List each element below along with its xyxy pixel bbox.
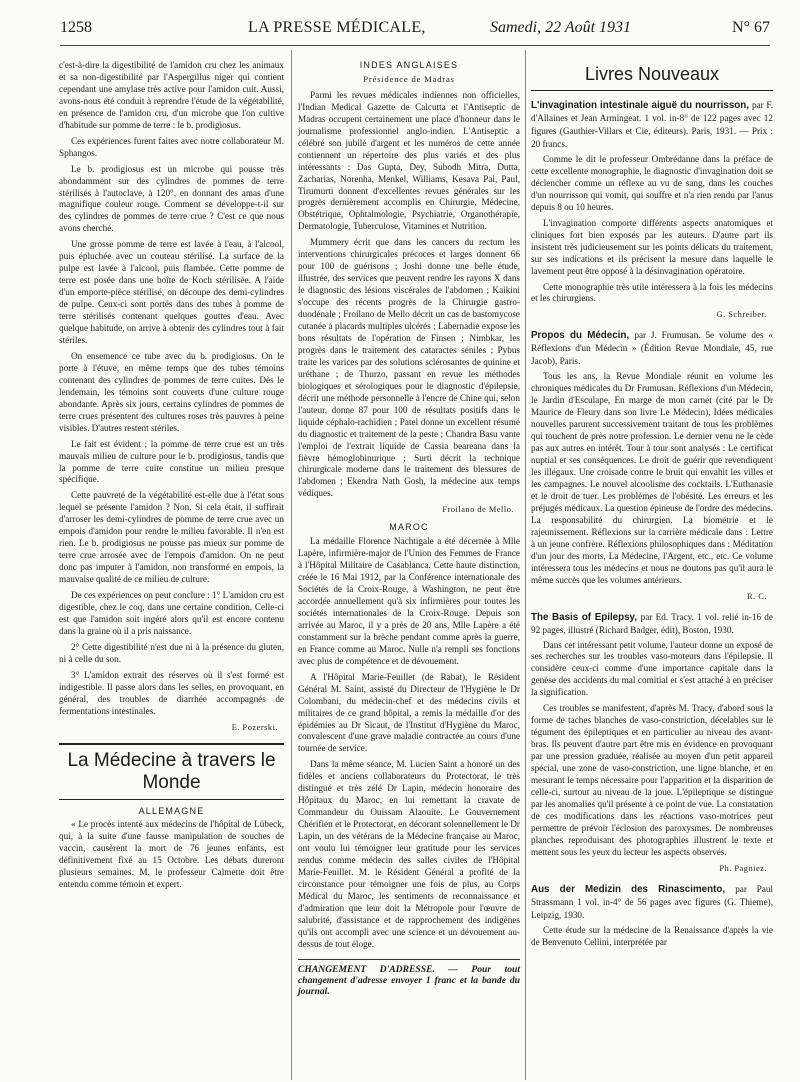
book-heading	[531, 99, 773, 151]
book-details: par F. d'Allaines et Jean Armingeat. 1 vol. in-8° de 122 pages avec 12 figures (Gauthier-Villars et Cie, éditeurs). Paris, 1931. — Prix : 20 francs.	[531, 100, 774, 149]
paragraph: Comme le dit le professeur Ombrédanne dans la préface de cette excellente monographie, le diagnostic d'invagination doit se déclencher comme un réflexe au vu de sang, dans les couches d'un nourrisson qui vomit, qui souffre et n'a rien rendu par l'anus depuis 8 ou 10 heures.	[531, 154, 773, 212]
paragraph: Ces troubles se manifestent, d'après M. Tracy, d'abord sous la forme de taches blanches de vaso-constriction, décelables sur le tégument des épileptiques et en particulier au niveau des avant-bras. Ils peuvent d'autre part être mis en évidence en provoquant par une pression graduée, réalisée au moyen d'un petit appareil spécial, une zone de vaso-constriction, une ligne blanche, et en mesurant le temps nécessaire pour l'apparition et la disparition de celle-ci, surtout au niveau de la joue. L'épileptique se distingue par les anomalies qu'il présente à ce point de vue. La constatation de ces modifications dans les réactions vaso-motrices peut permettre de prévoir l'éclosion des paroxysmes. De nombreuses planches reproduisant des photographies illustrent le texte et mettent sous les yeux du lecteur les aspects observés.	[531, 703, 773, 857]
book-title: Propos du Médecin,	[531, 330, 630, 342]
issue-date: Samedi, 22 Août 1931	[490, 19, 632, 36]
book-review	[531, 329, 773, 602]
book-review	[531, 99, 773, 321]
book-details: par Paul Strassmann 1 vol. in-4° de 56 pages avec figures (G. Thieme), Leipzig, 1930.	[531, 883, 773, 920]
paragraph: On ensemence ce tube avec du b. prodigiosus. On le porte à l'étuve, en même temps que des tubes témoins contenant des cylindres de pommes de terre cuites. Dès le lendemain, les témoins sont couverts d'une culture rouge abondante. Après six jours, certains cylindres de pommes de terre crues présentent des cultures roses très pauvres à peine visibles. D'autres restent stériles.	[59, 350, 284, 433]
paragraph: La médaille Florence Nachtigale a été décernée à Mlle Lapère, infirmière-major de l'Union des Femmes de France à l'Hôpital Militaire de Casablanca. Cette haute distinction, créée le 16 Mai 1912, par la Conférence internationale des Sociétés de la Croix-Rouge, à Washington, ne peut être accordée annuellement qu'à six infirmières pour toutes les sociétés internationales de la Croix-Rouge. Depuis son arrivée au Maroc, il y a près de 20 ans, Mlle Lapère a été constamment sur la brèche pendant comme après la guerre, en France comme au Maroc. Nulle n'a rempli ses fonctions avec plus de compétence et de dévouement.	[298, 536, 520, 666]
author-signature: Ph. Pagniez.	[719, 863, 767, 873]
header-rule	[60, 45, 770, 46]
country-heading: MAROC	[389, 522, 429, 533]
region-subheading: Présidence de Madras	[363, 73, 455, 84]
country-heading: INDES ANGLAISES	[359, 60, 459, 70]
author-signature: E. Pozerski.	[231, 722, 278, 732]
country-heading: ALLEMAGNE	[138, 805, 205, 816]
book-review	[531, 611, 773, 875]
paragraph: 3° L'amidon extrait des réserves où il s'est formé est indigestible. Il passe alors dans les selles, en provoquant, en général, des troubles de diarrhée accompagnés de fermentations intestinales.	[59, 669, 284, 716]
paragraph: De ces expériences on peut conclure : 1° L'amidon cru est digestible, chez le coq, dans une certaine condition. Celle-ci est que l'amidon soit ingéré alors qu'il est encore contenu dans la graine où il a pris naissance.	[59, 590, 284, 636]
issue-number: N° 67	[732, 19, 770, 36]
author-signature: Froilano de Mello.	[442, 505, 514, 515]
paragraph: c'est-à-dire la digestibilité de l'amidon cru chez les animaux et sa non-digestibilité par l'Aspergillus niger qui contient cependant une amylase très active pour l'amidon cuit. Aussi, avons-nous été conduit à reprendre l'étude de la végétabilité, en présence de l'amidon cru, d'un microbe que l'on cultive d'habitude sur pomme de terre : le b. prodigiosus.	[59, 60, 284, 130]
book-heading	[531, 329, 773, 368]
paragraph: Cette monographie très utile intéressera à la fois les médecins et les chirurgiens.	[531, 281, 773, 304]
paragraph: Le fait est évident ; la pomme de terre crue est un très mauvais milieu de culture pour le b. prodigiosus, tandis que la pomme de terre cuite constitue un milieu presque spécifique.	[59, 438, 284, 485]
paragraph: L'invagination comporte différents aspects anatomiques et cliniques fort bien exposés par les auteurs. D'autre part ils insistent très judicieusement sur les points délicats du traitement, sur ses indications et ils précisent la mesure dans laquelle le lavement peut être opposé à la désinvagination opératoire.	[531, 217, 773, 276]
book-title: The Basis of Epilepsy,	[531, 611, 637, 623]
paragraph: Cette étude sur la médecine de la Renaissance d'après la vie de Benvenuto Cellini, interprétée par	[531, 924, 773, 947]
left-column	[59, 60, 284, 895]
author-signature: G. Schreiber.	[716, 310, 767, 320]
section-title: Livres Nouveaux	[531, 60, 773, 91]
paragraph: Tous les ans, la Revue Mondiale réunit en volume les chroniques médicales du Dr Frumusan. Réflexions d'un Médecin, le Jardin d'Esculape, En marge de mon carnet (cité par le Dr Maurice de Fleury dans son livre Le Médecin), Idées médicales nouvelles parurent successivement traitant de tous les problèmes qui touchent de près notre profession. Le dernier venu ne le cède pas aux autres en intérêt. Tour à tour sont analysés : Le certificat nuptial et ses conséquences. Le droit de guérir que revendiquent les illégaux. Une croisade contre le bruit qui envahit les villes et les campagnes. Le nouvel alcoolisme des cocktails. L'Euthanasie et le droit de tuer. Les problèmes de l'obésité. Les erreurs et les préjugés médicaux. La question épineuse de l'ordre des médecins. La responsabilité du chirurgien. La biométrie et le rajeunissement. Réflexions sur la carrière médicale dans : Lettre à un jeune confrère. Réflexions philosophiques dans : Méditation d'un jour des morts, La Médecine, l'Argent, etc., etc. Ce volume intéressera tous les médecins et nous ne doutons pas qu'il aura le même succès que les volumes antérieurs.	[531, 371, 773, 585]
section-title: La Médecine à travers le Monde	[59, 743, 284, 800]
paragraph: « Le procès intenté aux médecins de l'hôpital de Lübeck, qui, à la suite d'une fausse manipulation de souches de vaccin, causèrent la mort de 76 jeunes enfants, est définitivement fixé au 15 Octobre. Les débats dureront plusieurs semaines. M. le professeur Calmette doit être entendu comme témoin et expert.	[59, 819, 284, 890]
column-divider	[525, 50, 526, 1080]
paragraph: Parmi les revues médicales indiennes non officielles, l'Indian Medical Gazette de Calcutta et l'Antiseptic de Madras occupent certainement une place d'honneur dans le journalisme professionnel anglo-indien. L'Antiseptic a célébré son jubilé d'argent et les numéros de cette année contiennent un répertoire des plus variés et des plus intéressants : Das Gupta, Dey, Subodh Mitra, Dutta, Zacharias, Norenha, Menkel, Williams, Kesava Pai, Paul, Tirumurti donnent d'excellentes revues générales sur les progrès dernièrement accomplis en Chirurgie, Médecine, Obstétrique, Ophtalmologie, Psychiatrie, Organothérapie, Dermatologie, Tuberculose, Vitamines et Nutrition.	[298, 89, 520, 232]
column-divider	[291, 50, 292, 1080]
book-heading	[531, 611, 773, 637]
book-heading	[531, 883, 773, 922]
right-column	[531, 60, 773, 953]
address-change-notice: CHANGEMENT D'ADRESSE. — Pour tout changement d'adresse envoyer 1 franc et la bande du journal.	[298, 959, 520, 997]
journal-title: LA PRESSE MÉDICALE,	[248, 19, 426, 36]
paragraph: Ces expériences furent faites avec notre collaborateur M. Sphangos.	[59, 135, 284, 158]
book-details: par Ed. Tracy. 1 vol. relié in-16 de 92 pages, illustré (Richard Badger, édit), Boston, 1930.	[531, 611, 773, 635]
book-title: Aus der Medizin des Rinascimento,	[531, 883, 726, 895]
paragraph: Dans la même séance, M. Lucien Saint a honoré un des fidèles et anciens collaborateurs du Protectorat, le très distingué et très zélé Dr Lapin, médecin honoraire des Hôpitaux du Maroc, en lui remettant la cravate de Commandeur du Ouissam Alaouite. Le Gouvernement Chérifien et le Protectorat, en décorant solennellement le Dr Lapin, un des vétérans de la Médecine française au Maroc, ont voulu lui témoigner leur gratitude pour les services rendus comme médecin des salles civiles de l'Hôpital Marie-Feuillet. M. le Résident Général a profité de la circonstance pour témoigner une fois de plus, au Corps Médical du Maroc, les sentiments de reconnaissance et d'admiration que leur doit la Métropole pour l'œuvre de salubrité, d'assistance et de rapprochement des indigènes qu'ils ont accompli avec une science et un dévouement au-dessus de tout éloge.	[298, 759, 520, 949]
paragraph: Cette pauvreté de la végétabilité est-elle due à l'état sous lequel se présente l'amidon ? Non. Si cela était, il suffirait d'arroser les demi-cylindres de pomme de terre crue avec un empois d'amidon pour rendre le milieu favorable. Il n'en est rien. Le b. prodigiosus ne pousse pas mieux sur pomme de terre crue arrosée avec de l'empois d'amidon. On ne peut donc pas imputer à l'amidon, non transformé en empois, la mauvaise qualité de ce milieu de culture.	[59, 490, 284, 585]
book-review	[531, 883, 773, 949]
paragraph: Mummery écrit que dans les cancers du rectum les interventions chirurgicales précoces et larges donnent 66 pour 100 de guérisons ; Joshi donne une belle étude, illustrée, des services que peuvent rendre les rayons X dans le diagnostic des lésions viscérales de l'abdomen ; Kaikini s'occupe des récents progrès de la Chirurgie gastro-duodénale ; Froilano de Mello décrit un cas de bastomycose cutanée à placards multiples ulcérés ; Labernadie expose les bons résultats de l'opération de Finsen ; Nimbkar, les progrès dans le traitement des cataractes séniles ; Pybus traite les varices par des solutions sclérosantes de quinine et uréthane ; de Thurzo, passant en revue les méthodes biologiques et sérologiques pour le diagnostic d'épilepsie, décrit une méthode personnelle à l'encre de Chine qui, selon l'auteur, donne 87 pour 100 de résultats positifs dans le liquide céphalo-rachidien ; Patel donne un excellent résumé du diagnostic et traitement de la peste ; Chandra Basu vante l'emploi de l'extrait liquide de Cassia beareana dans la fièvre hémoglobinurique ; Surti décrit la technique chirurgicale moderne dans le traitement des blessures de l'abdomen ; Ekendra Nath Gosh, la médecine aux temps védiques.	[298, 237, 520, 499]
book-title: L'invagination intestinale aiguë du nourrisson,	[531, 100, 749, 111]
page-number: 1258	[60, 19, 92, 36]
page-header	[60, 19, 770, 41]
paragraph: Dans cet intéressant petit volume, l'auteur donne un exposé de ses recherches sur les troubles vaso-moteurs dans l'épilepsie. Il considère ceux-ci comme d'une importance capitale dans la genèse des accidents du mal comitial et s'est attaché à en préciser la signification.	[531, 639, 773, 698]
middle-column	[298, 60, 520, 997]
paragraph: Une grosse pomme de terre est lavée à l'eau, à l'alcool, puis épluchée avec un couteau stérilisé. La surface de la pulpe est lavée à l'alcool, puis flambée. Cette pomme de terre est posée dans une boîte de Koch stérilisée. A l'aide d'un emporte-pièce stérilisé, on découpe des demi-cylindres de pulpe. Ceux-ci sont portés dans des tubes à pomme de terre stérilisés contenant quelques gouttes d'eau. Avec quelque habitude, on arrive à obtenir des cylindres tout à fait stériles.	[59, 239, 284, 345]
paragraph: 2° Cette digestibilité n'est due ni à la présence du gluten, ni à celle du son.	[59, 641, 284, 664]
paragraph: Le b. prodigiosus est un microbe qui pousse très abondamment sur des cylindres de pommes de terre stérilisés à l'autoclave, à 120°, en donnant des amas d'une magnifique couleur rouge. Comment se développe-t-il sur des cylindres de pommes de terre crue ? C'est ce que nous avons cherché.	[59, 163, 284, 234]
book-details: par J. Frumusan. 5e volume des « Réflexions d'un Médecin » (Édition Revue Mondiale, 45, rue Jacob), Paris.	[531, 330, 773, 367]
paragraph: A l'Hôpital Marie-Feuillet (de Rabat), le Résident Général M. Saint, assisté du Directeur de l'Hygiène le Dr Colombani, du médecin-chef et des médecins civils et militaires de ce grand hôpital, a remis la médaille d'or des épidémies au Dr Sicaut, de l'Institut d'Hygiène du Maroc, convalescent d'une grave maladie contractée au cours d'une tournée de service.	[298, 671, 520, 754]
author-signature: R. C.	[747, 591, 767, 601]
